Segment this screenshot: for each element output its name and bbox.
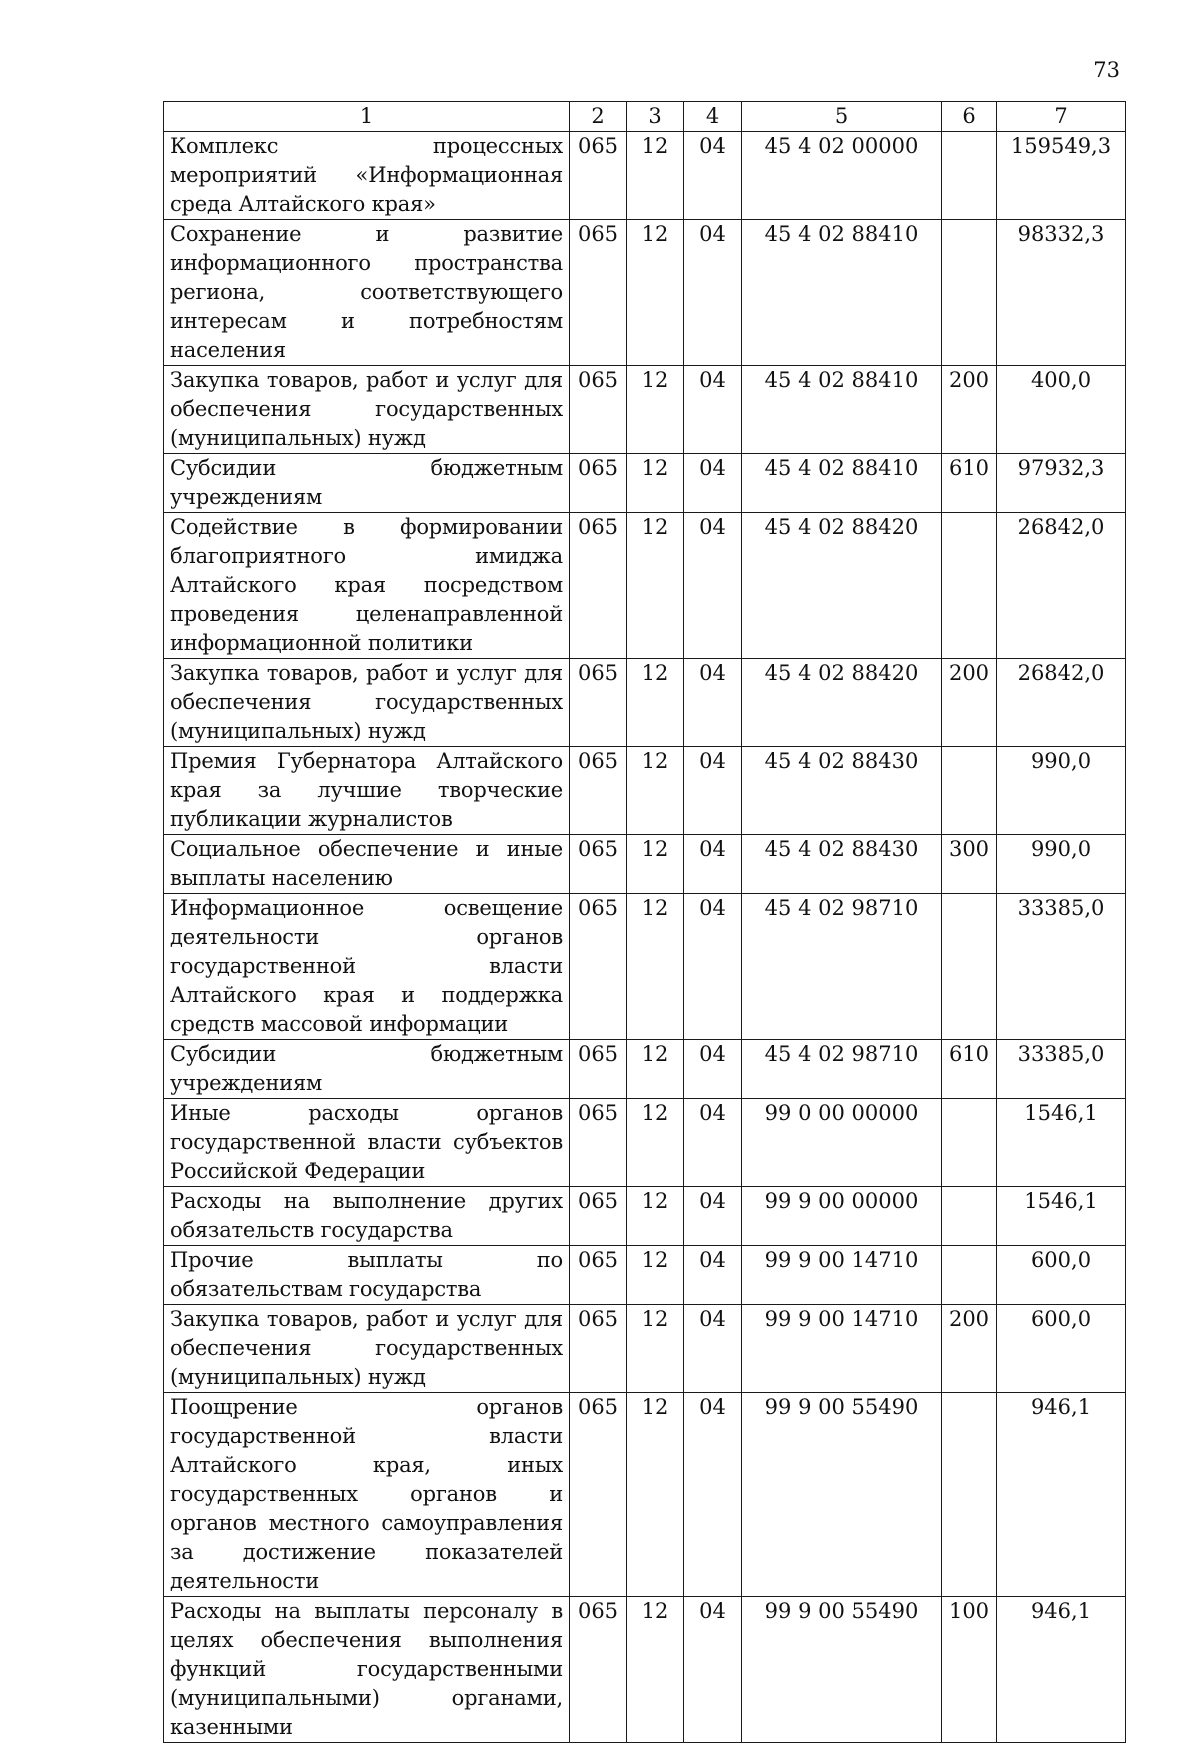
table-row (164, 366, 1126, 454)
table-row (164, 1393, 1126, 1597)
department-code-cell: 065 (570, 894, 627, 1040)
amount-cell: 98332,3 (997, 220, 1126, 366)
table-row (164, 747, 1126, 835)
expense-name-cell: Прочие выплаты по обязательствам государства (164, 1246, 570, 1305)
expense-name-cell: Закупка товаров, работ и услуг для обеспечения государственных (муниципальных) нужд (164, 1305, 570, 1393)
department-code-cell: 065 (570, 1246, 627, 1305)
table-row (164, 513, 1126, 659)
expense-type-cell: 610 (942, 1040, 997, 1099)
expense-name-cell: Закупка товаров, работ и услуг для обеспечения государственных (муниципальных) нужд (164, 659, 570, 747)
expense-name-cell: Иные расходы органов государственной власти субъектов Российской Федерации (164, 1099, 570, 1187)
expense-name-cell: Комплекс процессных мероприятий «Информационная среда Алтайского края» (164, 132, 570, 220)
expense-type-cell (942, 747, 997, 835)
department-code-cell: 065 (570, 132, 627, 220)
department-code-cell: 065 (570, 835, 627, 894)
amount-cell: 600,0 (997, 1246, 1126, 1305)
target-article-cell: 45 4 02 88420 (742, 513, 942, 659)
expense-type-cell (942, 1099, 997, 1187)
header-cell: 3 (627, 102, 684, 132)
amount-cell: 400,0 (997, 366, 1126, 454)
expense-type-cell: 300 (942, 835, 997, 894)
target-article-cell: 45 4 02 88430 (742, 835, 942, 894)
subsection-code-cell: 04 (684, 1597, 742, 1743)
section-code-cell: 12 (627, 220, 684, 366)
header-cell: 1 (164, 102, 570, 132)
section-code-cell: 12 (627, 366, 684, 454)
department-code-cell: 065 (570, 1305, 627, 1393)
expense-type-cell (942, 513, 997, 659)
expense-name-cell: Социальное обеспечение и иные выплаты населению (164, 835, 570, 894)
expense-name-cell: Расходы на выполнение других обязательств государства (164, 1187, 570, 1246)
header-cell: 2 (570, 102, 627, 132)
expense-name-cell: Премия Губернатора Алтайского края за лучшие творческие публикации журналистов (164, 747, 570, 835)
table-row (164, 1597, 1126, 1743)
amount-cell: 990,0 (997, 747, 1126, 835)
header-cell: 4 (684, 102, 742, 132)
subsection-code-cell: 04 (684, 1099, 742, 1187)
table-row (164, 1040, 1126, 1099)
amount-cell: 600,0 (997, 1305, 1126, 1393)
department-code-cell: 065 (570, 1187, 627, 1246)
department-code-cell: 065 (570, 747, 627, 835)
subsection-code-cell: 04 (684, 1393, 742, 1597)
expense-type-cell (942, 1393, 997, 1597)
amount-cell: 1546,1 (997, 1099, 1126, 1187)
target-article-cell: 99 9 00 55490 (742, 1597, 942, 1743)
department-code-cell: 065 (570, 1040, 627, 1099)
subsection-code-cell: 04 (684, 1187, 742, 1246)
section-code-cell: 12 (627, 513, 684, 659)
amount-cell: 97932,3 (997, 454, 1126, 513)
expense-type-cell: 200 (942, 366, 997, 454)
amount-cell: 26842,0 (997, 659, 1126, 747)
section-code-cell: 12 (627, 1040, 684, 1099)
expense-type-cell (942, 1187, 997, 1246)
table-row (164, 1305, 1126, 1393)
section-code-cell: 12 (627, 1393, 684, 1597)
subsection-code-cell: 04 (684, 747, 742, 835)
header-cell: 5 (742, 102, 942, 132)
amount-cell: 946,1 (997, 1393, 1126, 1597)
table-row (164, 835, 1126, 894)
target-article-cell: 45 4 02 88420 (742, 659, 942, 747)
section-code-cell: 12 (627, 835, 684, 894)
table-row (164, 454, 1126, 513)
section-code-cell: 12 (627, 1099, 684, 1187)
target-article-cell: 45 4 02 00000 (742, 132, 942, 220)
table-row (164, 132, 1126, 220)
table-row (164, 1099, 1126, 1187)
amount-cell: 159549,3 (997, 132, 1126, 220)
page-number: 73 (1093, 58, 1120, 82)
amount-cell: 990,0 (997, 835, 1126, 894)
table-row (164, 1246, 1126, 1305)
target-article-cell: 45 4 02 88410 (742, 366, 942, 454)
target-article-cell: 99 9 00 55490 (742, 1393, 942, 1597)
department-code-cell: 065 (570, 1393, 627, 1597)
target-article-cell: 45 4 02 98710 (742, 1040, 942, 1099)
budget-table (163, 101, 1126, 1743)
table-row (164, 659, 1126, 747)
target-article-cell: 45 4 02 88430 (742, 747, 942, 835)
expense-name-cell: Субсидии бюджетным учреждениям (164, 454, 570, 513)
subsection-code-cell: 04 (684, 659, 742, 747)
amount-cell: 1546,1 (997, 1187, 1126, 1246)
target-article-cell: 45 4 02 98710 (742, 894, 942, 1040)
subsection-code-cell: 04 (684, 220, 742, 366)
table-row (164, 220, 1126, 366)
section-code-cell: 12 (627, 132, 684, 220)
expense-type-cell (942, 894, 997, 1040)
amount-cell: 26842,0 (997, 513, 1126, 659)
budget-table-body (164, 102, 1126, 1743)
expense-name-cell: Закупка товаров, работ и услуг для обеспечения государственных (муниципальных) нужд (164, 366, 570, 454)
amount-cell: 33385,0 (997, 1040, 1126, 1099)
expense-type-cell: 100 (942, 1597, 997, 1743)
target-article-cell: 99 0 00 00000 (742, 1099, 942, 1187)
section-code-cell: 12 (627, 1246, 684, 1305)
expense-name-cell: Субсидии бюджетным учреждениям (164, 1040, 570, 1099)
department-code-cell: 065 (570, 1099, 627, 1187)
header-cell: 6 (942, 102, 997, 132)
subsection-code-cell: 04 (684, 454, 742, 513)
subsection-code-cell: 04 (684, 132, 742, 220)
expense-type-cell: 610 (942, 454, 997, 513)
subsection-code-cell: 04 (684, 513, 742, 659)
table-row (164, 1187, 1126, 1246)
amount-cell: 33385,0 (997, 894, 1126, 1040)
section-code-cell: 12 (627, 454, 684, 513)
subsection-code-cell: 04 (684, 366, 742, 454)
subsection-code-cell: 04 (684, 1246, 742, 1305)
expense-name-cell: Содействие в формировании благоприятного имиджа Алтайского края посредством проведения целенаправленной информационной политики (164, 513, 570, 659)
table-row (164, 894, 1126, 1040)
target-article-cell: 45 4 02 88410 (742, 220, 942, 366)
target-article-cell: 99 9 00 00000 (742, 1187, 942, 1246)
table-header-row (164, 102, 1126, 132)
section-code-cell: 12 (627, 1597, 684, 1743)
department-code-cell: 065 (570, 659, 627, 747)
amount-cell: 946,1 (997, 1597, 1126, 1743)
department-code-cell: 065 (570, 366, 627, 454)
section-code-cell: 12 (627, 1305, 684, 1393)
department-code-cell: 065 (570, 220, 627, 366)
section-code-cell: 12 (627, 747, 684, 835)
expense-name-cell: Поощрение органов государственной власти Алтайского края, иных государственных органов и органов местного самоуправления за достижение показателей деятельности (164, 1393, 570, 1597)
subsection-code-cell: 04 (684, 1305, 742, 1393)
target-article-cell: 45 4 02 88410 (742, 454, 942, 513)
expense-type-cell (942, 1246, 997, 1305)
department-code-cell: 065 (570, 513, 627, 659)
section-code-cell: 12 (627, 894, 684, 1040)
department-code-cell: 065 (570, 454, 627, 513)
target-article-cell: 99 9 00 14710 (742, 1246, 942, 1305)
expense-type-cell: 200 (942, 1305, 997, 1393)
expense-type-cell: 200 (942, 659, 997, 747)
expense-name-cell: Сохранение и развитие информационного пространства региона, соответствующего интересам и потребностям населения (164, 220, 570, 366)
department-code-cell: 065 (570, 1597, 627, 1743)
header-cell: 7 (997, 102, 1126, 132)
expense-type-cell (942, 220, 997, 366)
target-article-cell: 99 9 00 14710 (742, 1305, 942, 1393)
expense-name-cell: Информационное освещение деятельности органов государственной власти Алтайского края и поддержка средств массовой информации (164, 894, 570, 1040)
subsection-code-cell: 04 (684, 894, 742, 1040)
section-code-cell: 12 (627, 659, 684, 747)
expense-type-cell (942, 132, 997, 220)
subsection-code-cell: 04 (684, 1040, 742, 1099)
subsection-code-cell: 04 (684, 835, 742, 894)
expense-name-cell: Расходы на выплаты персоналу в целях обеспечения выполнения функций государственными (муниципальными) органами, казенными (164, 1597, 570, 1743)
section-code-cell: 12 (627, 1187, 684, 1246)
